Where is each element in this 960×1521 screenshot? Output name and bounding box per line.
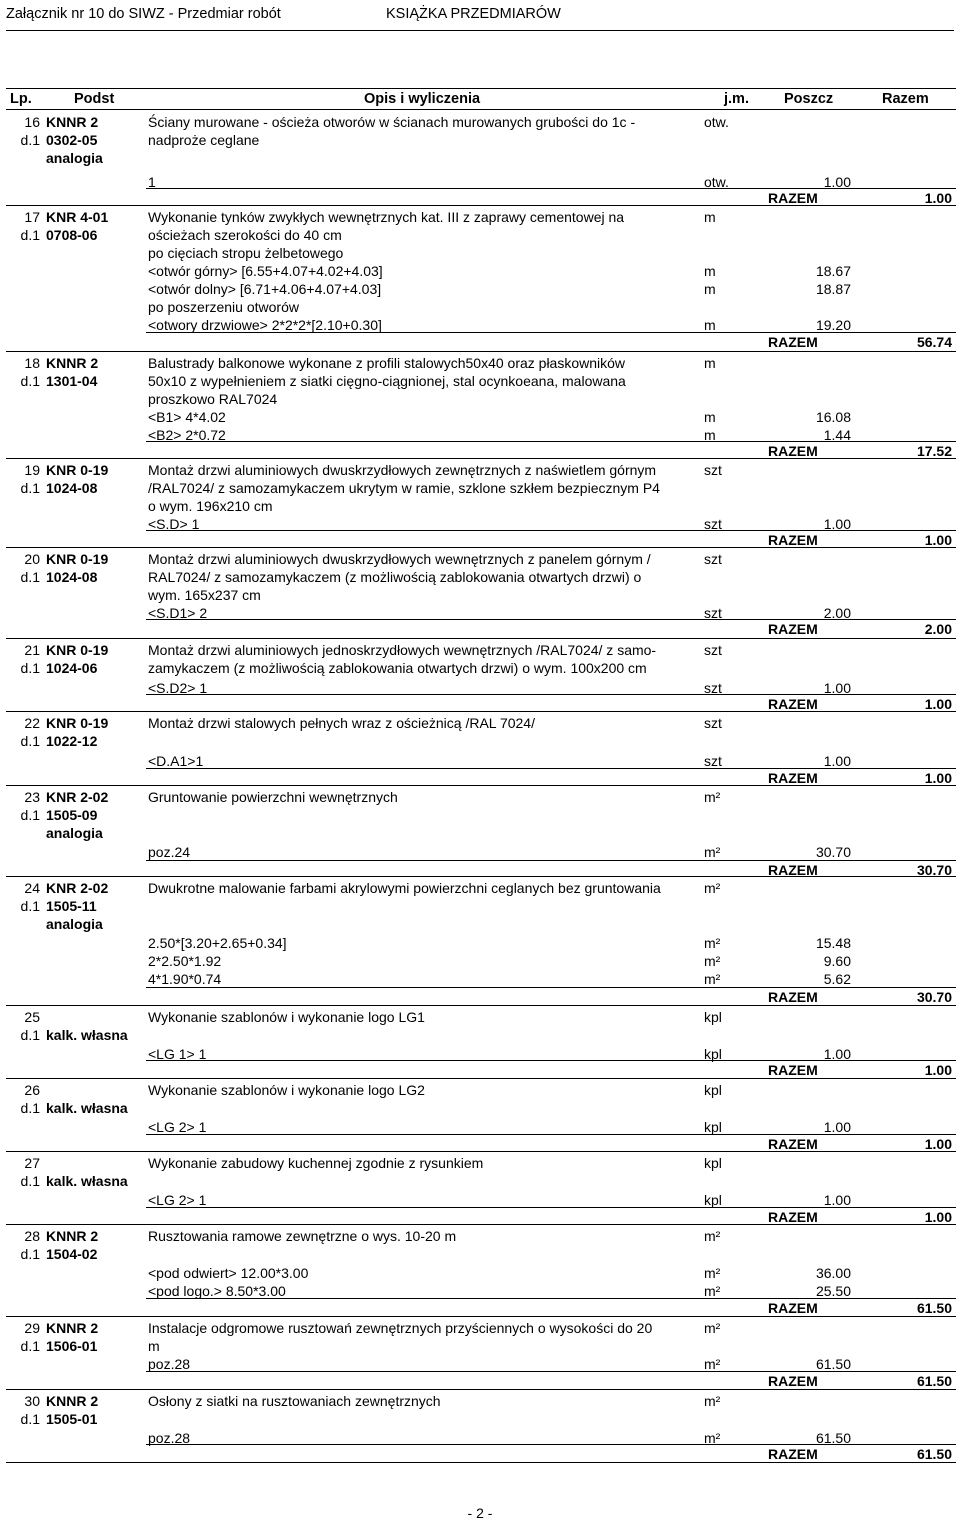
calc-quantity: 1.00 bbox=[823, 516, 851, 532]
item-subnumber: d.1 bbox=[20, 1027, 40, 1043]
razem-value: 1.00 bbox=[924, 1136, 952, 1152]
table-row bbox=[6, 1152, 956, 1225]
item-basis-code: 1301-04 bbox=[46, 373, 98, 389]
item-subnumber: d.1 bbox=[20, 569, 40, 585]
item-subnumber: d.1 bbox=[20, 132, 40, 148]
item-subnumber: d.1 bbox=[20, 1173, 40, 1189]
razem-label: RAZEM bbox=[768, 532, 818, 548]
razem-value: 1.00 bbox=[924, 1062, 952, 1078]
razem-label: RAZEM bbox=[768, 1209, 818, 1225]
razem-label: RAZEM bbox=[768, 989, 818, 1005]
calc-unit: m² bbox=[704, 1265, 721, 1281]
item-number: 24 bbox=[24, 880, 40, 896]
item-number: 22 bbox=[24, 715, 40, 731]
item-description: Montaż drzwi aluminiowych jednoskrzydłowych wewnętrznych /RAL7024/ z samo- bbox=[148, 642, 657, 658]
item-basis-code: KNNR 2 bbox=[46, 355, 99, 371]
razem-value: 2.00 bbox=[924, 621, 952, 637]
razem-rule bbox=[146, 1134, 956, 1135]
calc-quantity: 19.20 bbox=[815, 317, 851, 333]
calc-quantity: 1.44 bbox=[823, 427, 851, 443]
calc-text: <otwór górny> [6.55+4.07+4.02+4.03] bbox=[148, 263, 383, 279]
item-number: 26 bbox=[24, 1082, 40, 1098]
item-number: 19 bbox=[24, 462, 40, 478]
item-basis-code: KNNR 2 bbox=[46, 1320, 99, 1336]
table-row bbox=[6, 352, 956, 459]
calc-quantity: 5.62 bbox=[823, 971, 851, 987]
calc-quantity: 9.60 bbox=[823, 953, 851, 969]
item-unit: m² bbox=[704, 1393, 721, 1409]
col-razem: Razem bbox=[882, 91, 929, 107]
item-number: 18 bbox=[24, 355, 40, 371]
item-number: 20 bbox=[24, 551, 40, 567]
item-number: 21 bbox=[24, 642, 40, 658]
calc-unit: szt bbox=[704, 680, 722, 696]
item-description: Rusztowania ramowe zewnętrzne o wys. 10-20 m bbox=[148, 1228, 457, 1244]
item-description: ościeżach szerokości do 40 cm bbox=[148, 227, 342, 243]
calc-quantity: 61.50 bbox=[815, 1356, 851, 1372]
calc-quantity: 15.48 bbox=[815, 935, 851, 951]
item-unit: szt bbox=[704, 462, 722, 478]
calc-unit: otw. bbox=[704, 174, 729, 190]
calc-text: <D.A1>1 bbox=[148, 753, 204, 769]
item-description: Wykonanie szablonów i wykonanie logo LG2 bbox=[148, 1082, 425, 1098]
calc-text: <otwory drzwiowe> 2*2*2*[2.10+0.30] bbox=[148, 317, 382, 333]
calc-quantity: 36.00 bbox=[815, 1265, 851, 1281]
table-row bbox=[6, 1390, 956, 1463]
item-subnumber: d.1 bbox=[20, 898, 40, 914]
calc-text: <LG 1> 1 bbox=[148, 1046, 207, 1062]
item-unit: szt bbox=[704, 551, 722, 567]
razem-label: RAZEM bbox=[768, 443, 818, 459]
calc-unit: szt bbox=[704, 753, 722, 769]
row-separator bbox=[6, 1462, 956, 1463]
item-description: Wykonanie tynków zwykłych wewnętrznych kat. III z zaprawy cementowej na bbox=[148, 209, 625, 225]
col-podst: Podst bbox=[74, 91, 115, 107]
item-unit: m² bbox=[704, 880, 721, 896]
item-basis-code: 1024-08 bbox=[46, 569, 98, 585]
item-basis-code: KNNR 2 bbox=[46, 1393, 99, 1409]
calc-unit: m² bbox=[704, 1283, 721, 1299]
item-description: /RAL7024/ z samozamykaczem ukrytym w ramie, szklone szkłem bezpiecznym P4 bbox=[148, 480, 660, 496]
calc-text: <S.D> 1 bbox=[148, 516, 200, 532]
razem-value: 56.74 bbox=[916, 334, 952, 350]
table-row bbox=[6, 1079, 956, 1152]
item-basis-code: 1505-09 bbox=[46, 807, 98, 823]
razem-value: 30.70 bbox=[916, 989, 952, 1005]
col-jm: j.m. bbox=[724, 91, 749, 107]
calc-quantity: 61.50 bbox=[815, 1430, 851, 1446]
razem-label: RAZEM bbox=[768, 334, 818, 350]
razem-rule bbox=[146, 768, 956, 769]
item-basis-code: KNR 0-19 bbox=[46, 642, 109, 658]
calc-text: 2*2.50*1.92 bbox=[148, 953, 222, 969]
item-description: 50x10 z wypełnieniem z siatki cięgno-ciągnionej, stal ocynkoeana, malowana bbox=[148, 373, 626, 389]
calc-text: poz.28 bbox=[148, 1356, 191, 1372]
razem-value: 1.00 bbox=[924, 532, 952, 548]
item-basis-code: kalk. własna bbox=[46, 1173, 128, 1189]
calc-unit: m² bbox=[704, 1430, 721, 1446]
calc-quantity: 18.87 bbox=[815, 281, 851, 297]
razem-rule bbox=[146, 1060, 956, 1061]
item-basis-code: KNR 0-19 bbox=[46, 462, 109, 478]
page-header bbox=[0, 6, 960, 24]
table-row bbox=[6, 786, 956, 877]
table-row bbox=[6, 1006, 956, 1079]
item-number: 29 bbox=[24, 1320, 40, 1336]
razem-label: RAZEM bbox=[768, 1300, 818, 1316]
table-row bbox=[6, 712, 956, 786]
item-unit: otw. bbox=[704, 114, 729, 130]
calc-quantity: 18.67 bbox=[815, 263, 851, 279]
item-basis-code: analogia bbox=[46, 916, 103, 932]
item-basis-code: 1505-11 bbox=[46, 898, 97, 914]
col-opis: Opis i wyliczenia bbox=[364, 91, 481, 107]
item-subnumber: d.1 bbox=[20, 480, 40, 496]
razem-value: 61.50 bbox=[916, 1300, 952, 1316]
calc-quantity: 1.00 bbox=[823, 1046, 851, 1062]
table-row bbox=[6, 639, 956, 712]
header-title: Załącznik nr 10 do SIWZ - Przedmiar robót bbox=[6, 6, 281, 22]
razem-rule bbox=[146, 1371, 956, 1372]
item-subnumber: d.1 bbox=[20, 373, 40, 389]
calc-quantity: 1.00 bbox=[823, 1192, 851, 1208]
razem-rule bbox=[146, 860, 956, 861]
calc-unit: m² bbox=[704, 935, 721, 951]
item-basis-code: kalk. własna bbox=[46, 1100, 128, 1116]
item-description: Instalacje odgromowe rusztowań zewnętrznych przyściennych o wysokości do 20 bbox=[148, 1320, 653, 1336]
razem-rule bbox=[146, 1298, 956, 1299]
razem-value: 61.50 bbox=[916, 1373, 952, 1389]
razem-label: RAZEM bbox=[768, 621, 818, 637]
table-row bbox=[6, 206, 956, 352]
calc-unit: m² bbox=[704, 1356, 721, 1372]
item-basis-code: 0708-06 bbox=[46, 227, 98, 243]
razem-label: RAZEM bbox=[768, 1446, 818, 1462]
table-row bbox=[6, 1225, 956, 1317]
item-description: Montaż drzwi aluminiowych dwuskrzydłowych zewnętrznych z naświetlem górnym bbox=[148, 462, 657, 478]
item-number: 28 bbox=[24, 1228, 40, 1244]
item-basis-code: 1024-06 bbox=[46, 660, 98, 676]
calc-unit: kpl bbox=[704, 1119, 722, 1135]
calc-quantity: 1.00 bbox=[823, 1119, 851, 1135]
razem-label: RAZEM bbox=[768, 770, 818, 786]
item-unit: kpl bbox=[704, 1082, 722, 1098]
item-basis-code: KNR 0-19 bbox=[46, 551, 109, 567]
calc-quantity: 1.00 bbox=[823, 753, 851, 769]
calc-text: <otwór dolny> [6.71+4.06+4.07+4.03] bbox=[148, 281, 382, 297]
item-description: Wykonanie szablonów i wykonanie logo LG1 bbox=[148, 1009, 425, 1025]
razem-rule bbox=[146, 1207, 956, 1208]
calc-text: <pod logo.> 8.50*3.00 bbox=[148, 1283, 286, 1299]
calc-text: 4*1.90*0.74 bbox=[148, 971, 222, 987]
item-description: Ściany murowane - ościeża otworów w ścianach murowanych grubości do 1c - bbox=[148, 114, 636, 130]
item-description: Montaż drzwi aluminiowych dwuskrzydłowych wewnętrznych z panelem górnym / bbox=[148, 551, 651, 567]
calc-text: <B2> 2*0.72 bbox=[148, 427, 226, 443]
item-description: po cięciach stropu żelbetowego bbox=[148, 245, 344, 261]
col-lp: Lp. bbox=[10, 91, 32, 107]
calc-text: <S.D2> 1 bbox=[148, 680, 208, 696]
item-basis-code: KNR 2-02 bbox=[46, 880, 109, 896]
item-basis-code: KNR 4-01 bbox=[46, 209, 109, 225]
table-row bbox=[6, 548, 956, 639]
calc-text: <S.D1> 2 bbox=[148, 605, 208, 621]
item-basis-code: kalk. własna bbox=[46, 1027, 128, 1043]
item-number: 23 bbox=[24, 789, 40, 805]
item-subnumber: d.1 bbox=[20, 1100, 40, 1116]
item-unit: m² bbox=[704, 1228, 721, 1244]
calc-text: 2.50*[3.20+2.65+0.34] bbox=[148, 935, 287, 951]
col-poszcz: Poszcz bbox=[784, 91, 834, 107]
table-row bbox=[6, 1317, 956, 1390]
calc-text: <LG 2> 1 bbox=[148, 1119, 207, 1135]
calc-text: poz.24 bbox=[148, 844, 191, 860]
item-description: Montaż drzwi stalowych pełnych wraz z ościeżnicą /RAL 7024/ bbox=[148, 715, 535, 731]
calc-quantity: 2.00 bbox=[823, 605, 851, 621]
item-unit: m² bbox=[704, 1320, 721, 1336]
razem-label: RAZEM bbox=[768, 1062, 818, 1078]
razem-label: RAZEM bbox=[768, 862, 818, 878]
razem-rule bbox=[146, 619, 956, 620]
item-subnumber: d.1 bbox=[20, 660, 40, 676]
item-basis-code: 1504-02 bbox=[46, 1246, 98, 1262]
razem-rule bbox=[146, 441, 956, 442]
item-number: 16 bbox=[24, 114, 40, 130]
item-subnumber: d.1 bbox=[20, 1246, 40, 1262]
item-description: zamykaczem (z możliwością zablokowania otwartych drzwi) o wym. 100x200 cm bbox=[148, 660, 647, 676]
calc-quantity: 30.70 bbox=[815, 844, 851, 860]
calc-unit: kpl bbox=[704, 1192, 722, 1208]
item-description: Osłony z siatki na rusztowaniach zewnętrznych bbox=[148, 1393, 441, 1409]
calc-unit: szt bbox=[704, 605, 722, 621]
item-basis-code: 1505-01 bbox=[46, 1411, 98, 1427]
item-basis-code: 1022-12 bbox=[46, 733, 98, 749]
calc-quantity: 16.08 bbox=[815, 409, 851, 425]
item-number: 17 bbox=[24, 209, 40, 225]
table-row bbox=[6, 459, 956, 548]
calc-unit: m bbox=[704, 263, 716, 279]
item-unit: szt bbox=[704, 642, 722, 658]
calc-quantity: 1.00 bbox=[823, 174, 851, 190]
razem-value: 30.70 bbox=[916, 862, 952, 878]
calc-quantity: 25.50 bbox=[815, 1283, 851, 1299]
calc-unit: m bbox=[704, 281, 716, 297]
razem-rule bbox=[146, 332, 956, 333]
item-description: m bbox=[148, 1338, 160, 1354]
item-description: Balustrady balkonowe wykonane z profili stalowych50x40 oraz płaskowników bbox=[148, 355, 626, 371]
item-unit: kpl bbox=[704, 1155, 722, 1171]
item-subnumber: d.1 bbox=[20, 733, 40, 749]
razem-value: 17.52 bbox=[916, 443, 952, 459]
razem-rule bbox=[146, 694, 956, 695]
item-number: 30 bbox=[24, 1393, 40, 1409]
page-number: - 2 - bbox=[467, 1505, 493, 1521]
calc-text: <LG 2> 1 bbox=[148, 1192, 207, 1208]
item-number: 25 bbox=[24, 1009, 40, 1025]
item-basis-code: 1024-08 bbox=[46, 480, 98, 496]
item-unit: kpl bbox=[704, 1009, 722, 1025]
item-basis-code: 1506-01 bbox=[46, 1338, 98, 1354]
razem-value: 1.00 bbox=[924, 696, 952, 712]
razem-label: RAZEM bbox=[768, 1136, 818, 1152]
table-row bbox=[6, 877, 956, 1006]
item-description: o wym. 196x210 cm bbox=[148, 498, 273, 514]
calc-unit: m bbox=[704, 317, 716, 333]
item-description: RAL7024/ z samozamykaczem (z możliwością zablokowania otwartych drzwi) o bbox=[148, 569, 642, 585]
razem-value: 1.00 bbox=[924, 1209, 952, 1225]
calc-text: po poszerzeniu otworów bbox=[148, 299, 299, 315]
item-subnumber: d.1 bbox=[20, 1338, 40, 1354]
item-basis-code: KNR 2-02 bbox=[46, 789, 109, 805]
razem-rule bbox=[146, 188, 956, 189]
header-book-title: KSIĄŻKA PRZEDMIARÓW bbox=[386, 6, 561, 22]
razem-label: RAZEM bbox=[768, 190, 818, 206]
calc-unit: m bbox=[704, 409, 716, 425]
calc-text: <B1> 4*4.02 bbox=[148, 409, 226, 425]
item-number: 27 bbox=[24, 1155, 40, 1171]
item-description: Dwukrotne malowanie farbami akrylowymi powierzchni ceglanych bez gruntowania bbox=[148, 880, 661, 896]
header-rule bbox=[6, 30, 954, 31]
calc-unit: m² bbox=[704, 953, 721, 969]
razem-rule bbox=[146, 530, 956, 531]
item-description: wym. 165x237 cm bbox=[148, 587, 261, 603]
item-description: Wykonanie zabudowy kuchennej zgodnie z rysunkiem bbox=[148, 1155, 484, 1171]
item-unit: szt bbox=[704, 715, 722, 731]
item-basis-code: KNNR 2 bbox=[46, 114, 99, 130]
razem-value: 61.50 bbox=[916, 1446, 952, 1462]
razem-label: RAZEM bbox=[768, 696, 818, 712]
calc-unit: m² bbox=[704, 844, 721, 860]
calc-unit: kpl bbox=[704, 1046, 722, 1062]
item-description: Gruntowanie powierzchni wewnętrznych bbox=[148, 789, 398, 805]
item-subnumber: d.1 bbox=[20, 807, 40, 823]
calc-unit: m² bbox=[704, 971, 721, 987]
item-unit: m bbox=[704, 355, 716, 371]
item-subnumber: d.1 bbox=[20, 227, 40, 243]
item-basis-code: 0302-05 bbox=[46, 132, 98, 148]
item-basis-code: KNNR 2 bbox=[46, 1228, 99, 1244]
calc-text: <pod odwiert> 12.00*3.00 bbox=[148, 1265, 309, 1281]
razem-rule bbox=[146, 987, 956, 988]
item-unit: m² bbox=[704, 789, 721, 805]
calc-unit: szt bbox=[704, 516, 722, 532]
item-description: nadproże ceglane bbox=[148, 132, 260, 148]
razem-rule bbox=[146, 1444, 956, 1445]
item-basis-code: KNR 0-19 bbox=[46, 715, 109, 731]
table-row bbox=[6, 111, 956, 206]
razem-value: 1.00 bbox=[924, 190, 952, 206]
razem-label: RAZEM bbox=[768, 1373, 818, 1389]
calc-text: 1 bbox=[148, 174, 156, 190]
calc-unit: m bbox=[704, 427, 716, 443]
item-basis-code: analogia bbox=[46, 150, 103, 166]
item-subnumber: d.1 bbox=[20, 1411, 40, 1427]
item-unit: m bbox=[704, 209, 716, 225]
column-headers bbox=[6, 88, 956, 110]
item-description: proszkowo RAL7024 bbox=[148, 391, 278, 407]
calc-quantity: 1.00 bbox=[823, 680, 851, 696]
item-basis-code: analogia bbox=[46, 825, 103, 841]
calc-text: poz.28 bbox=[148, 1430, 191, 1446]
razem-value: 1.00 bbox=[924, 770, 952, 786]
